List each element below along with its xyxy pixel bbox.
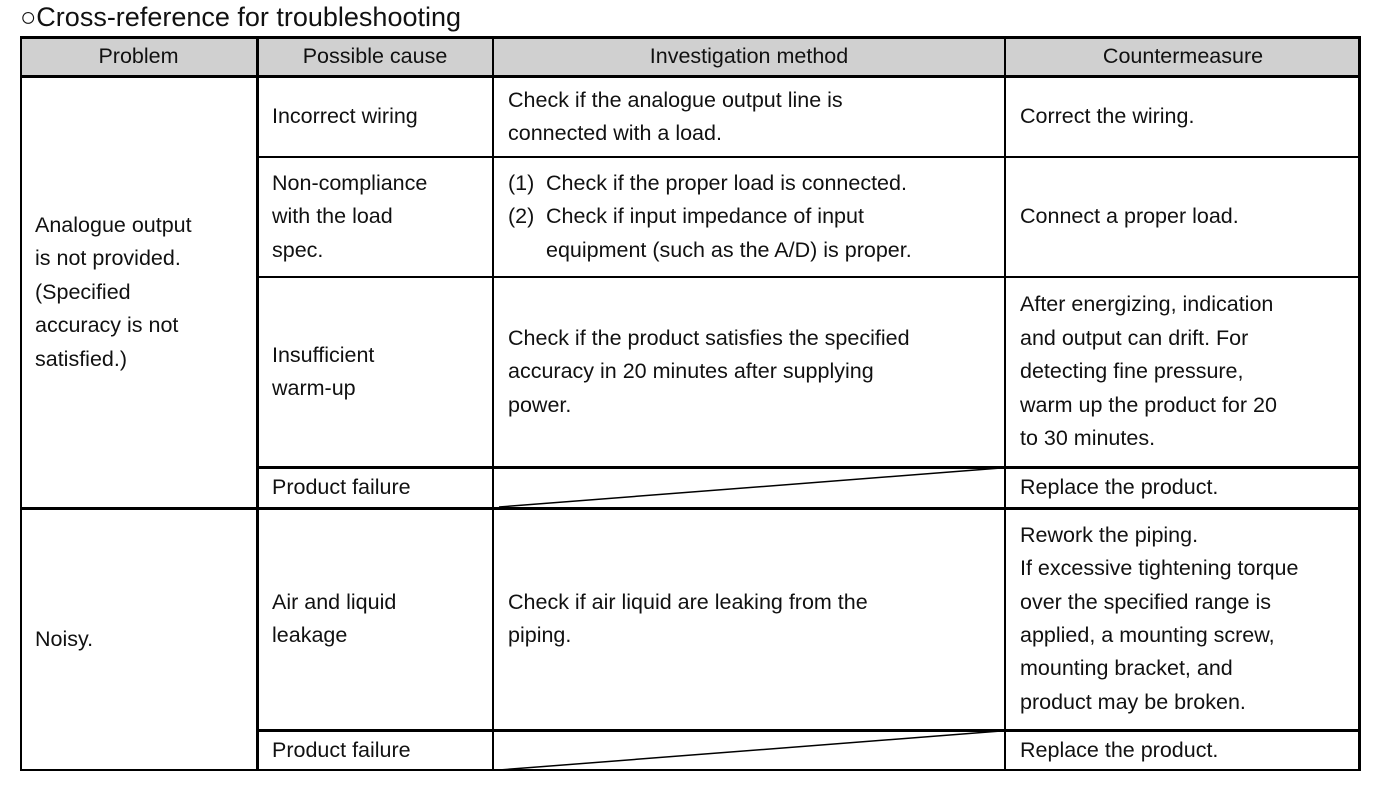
cause-cell [257,467,493,508]
countermeasure-text: After energizing, indication and output can drift. For detecting fine pressure, warm up the product for 20 to 30 minutes. [1020,292,1277,451]
cause-text: Non-compliance with the load spec. [272,170,428,262]
header-label: Problem [98,43,179,68]
cause-text: Product failure [272,737,411,762]
border-right [1358,36,1361,771]
problem-text: Noisy. [35,626,94,651]
method-text: Check if the analogue output line is connected with a load. [508,87,843,145]
item-text: Check if input impedance of input equipment (such as the A/D) is proper. [546,204,912,262]
countermeasure-text: Correct the wiring. [1020,104,1195,129]
row-divider [257,466,1361,469]
group-divider [20,507,1361,510]
method-list-item [508,167,1005,200]
countermeasure-text: Replace the product. [1020,474,1219,499]
item-number: (2) [508,204,535,229]
item-number: (1) [508,170,535,195]
troubleshooting-table [20,36,1361,771]
cause-text: Insufficient warm-up [272,342,375,400]
row-divider [257,276,1361,278]
problem-cell [20,77,257,508]
header-label: Possible cause [302,43,448,68]
header-countermeasure [1005,36,1361,77]
col-divider [256,36,259,771]
header-investigation-method [493,36,1005,77]
countermeasure-cell [1005,730,1361,771]
countermeasure-cell [1005,277,1361,467]
countermeasure-cell [1005,157,1361,277]
method-cell [493,508,1005,730]
countermeasure-cell [1005,467,1361,508]
header-divider [20,75,1361,78]
method-text: Check if the product satisfies the specified accuracy in 20 minutes after supplying power. [508,325,910,417]
col-divider [1004,36,1006,771]
cause-text: Air and liquid leakage [272,589,397,647]
method-cell [493,77,1005,157]
header-possible-cause [257,36,493,77]
countermeasure-text: Replace the product. [1020,737,1219,762]
page-title: ○Cross-reference for troubleshooting [20,2,462,32]
method-cell [493,277,1005,467]
cause-cell [257,730,493,771]
empty-cell-diagonal [493,467,1005,508]
row-divider [257,156,1361,158]
method-text: Check if air liquid are leaking from the piping. [508,589,868,647]
method-list [493,167,1005,267]
header-label: Investigation method [649,43,849,68]
countermeasure-cell [1005,77,1361,157]
method-list-item [508,200,1005,267]
cause-cell [257,77,493,157]
countermeasure-text: Connect a proper load. [1020,204,1239,229]
problem-text: Analogue output is not provided. (Specified accuracy is not satisfied.) [35,212,192,371]
empty-cell-diagonal [493,730,1005,771]
border-bottom [20,769,1361,771]
border-top [20,36,1361,39]
cause-text: Incorrect wiring [272,104,418,129]
cause-cell [257,157,493,277]
cause-cell [257,277,493,467]
cause-text: Product failure [272,474,411,499]
border-left [20,36,22,771]
cause-cell [257,508,493,730]
header-problem [20,36,257,77]
countermeasure-cell [1005,508,1361,730]
item-text: Check if the proper load is connected. [546,170,907,195]
countermeasure-text: Rework the piping. If excessive tightening torque over the specified range is applied, a mounting screw, mounting bracket, and product may be broken. [1020,522,1299,714]
header-label: Countermeasure [1102,43,1264,68]
method-cell [493,157,1005,277]
row-divider [257,729,1361,732]
col-divider [492,36,494,771]
problem-cell [20,508,257,771]
